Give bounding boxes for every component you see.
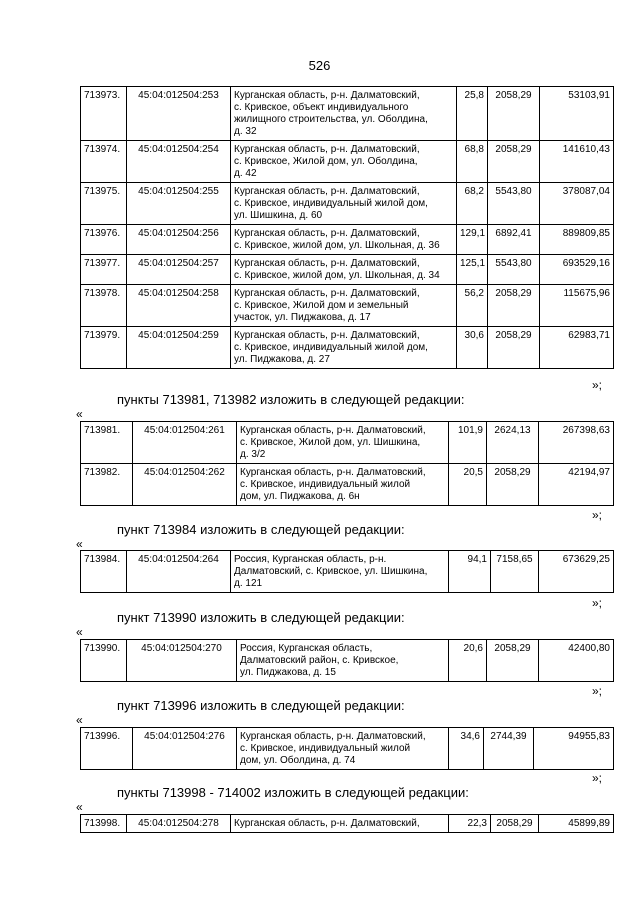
unit-price-cell: 5543,80 [488,183,540,225]
row-number-cell: 713996. [81,728,133,770]
unit-price-cell: 2058,29 [487,464,539,506]
cadastral-value-cell: 673629,25 [539,551,614,593]
amendment-paragraph: пункты 713998 - 714002 изложить в следующей редакции: [117,785,469,800]
address-line: Курганская область, р-н. Далматовский, [234,330,420,341]
closing-quote: »; [592,508,603,522]
address-cell [231,183,457,225]
cadastral-number-cell: 45:04:012504:261 [133,422,237,464]
area-cell: 125,1 [457,255,488,285]
closing-quote: »; [592,378,603,392]
address-cell [231,87,457,141]
area-cell: 34,6 [449,728,484,770]
address-cell [237,640,449,682]
address-line: Курганская область, р-н. Далматовский, [240,467,426,478]
address-line: ул. Шишкина, д. 60 [234,210,323,221]
address-line: участок, ул. Пиджакова, д. 17 [234,312,371,323]
address-cell [237,422,449,464]
cadastral-value-cell: 115675,96 [540,285,614,327]
area-cell: 101,9 [449,422,487,464]
address-line: Далматовский район, с. Кривское, [240,655,399,666]
address-line: с. Кривское, индивидуальный жилой [240,743,411,754]
row-number-cell: 713976. [81,225,127,255]
row-number-cell: 713998. [81,815,127,833]
area-cell: 56,2 [457,285,488,327]
table-row [81,728,614,770]
page-number: 526 [308,58,331,73]
address-line: с. Кривское, жилой дом, ул. Школьная, д. 34 [234,270,440,281]
table-row [81,87,614,141]
table-row [81,640,614,682]
cadastral-number-cell: 45:04:012504:256 [127,225,231,255]
cadastral-number-cell: 45:04:012504:259 [127,327,231,369]
address-line: д. 42 [234,168,257,179]
area-cell: 129,1 [457,225,488,255]
address-line: Курганская область, р-н. Далматовский, [234,288,420,299]
table-row [81,327,614,369]
cadastral-number-cell: 45:04:012504:258 [127,285,231,327]
address-line: Курганская область, р-н. Далматовский, [234,228,420,239]
cadastral-number-cell: 45:04:012504:255 [127,183,231,225]
address-line: д. 32 [234,126,257,137]
cadastral-value-cell: 42194,97 [539,464,614,506]
address-cell [237,728,449,770]
area-cell: 20,6 [449,640,487,682]
address-line: Курганская область, р-н. Далматовский, [234,258,420,269]
opening-quote: « [76,407,83,421]
cadastral-value-cell: 62983,71 [540,327,614,369]
address-line: с. Кривское, индивидуальный жилой дом, [234,342,428,353]
cadastral-value-cell: 53103,91 [540,87,614,141]
area-cell: 25,8 [457,87,488,141]
table-row [81,255,614,285]
row-number-cell: 713981. [81,422,133,464]
table-row [81,551,614,593]
unit-price-cell: 2058,29 [488,87,540,141]
address-line: с. Кривское, жилой дом, ул. Школьная, д. 36 [234,240,440,251]
unit-price-cell: 5543,80 [488,255,540,285]
amendment-paragraph: пункты 713981, 713982 изложить в следующей редакции: [117,392,465,407]
cadastral-number-cell: 45:04:012504:276 [133,728,237,770]
address-line: жилищного строительства, ул. Оболдина, [234,114,428,125]
cadastral-number-cell: 45:04:012504:253 [127,87,231,141]
registry-table [80,814,614,833]
cadastral-value-cell: 267398,63 [539,422,614,464]
table-row [81,225,614,255]
closing-quote: »; [592,684,603,698]
address-line: д. 121 [234,578,263,589]
unit-price-cell: 2058,29 [488,141,540,183]
row-number-cell: 713974. [81,141,127,183]
address-cell [231,327,457,369]
registry-table [80,639,614,682]
unit-price-cell: 2058,29 [491,815,539,833]
address-line: с. Кривское, индивидуальный жилой дом, [234,198,428,209]
address-line: Курганская область, р-н. Далматовский, [234,818,420,829]
opening-quote: « [76,800,83,814]
address-line: д. 3/2 [240,449,266,460]
table-row [81,141,614,183]
address-line: Курганская область, р-н. Далматовский, [234,90,420,101]
address-line: дом, ул. Оболдина, д. 74 [240,755,356,766]
row-number-cell: 713990. [81,640,127,682]
unit-price-cell: 2058,29 [488,285,540,327]
address-line: с. Кривское, индивидуальный жилой [240,479,411,490]
opening-quote: « [76,713,83,727]
address-cell [231,551,449,593]
address-line: дом, ул. Пиджакова, д. 6н [240,491,360,502]
unit-price-cell: 2058,29 [487,640,539,682]
cadastral-value-cell: 42400,80 [539,640,614,682]
opening-quote: « [76,537,83,551]
cadastral-value-cell: 693529,16 [540,255,614,285]
address-cell [231,225,457,255]
registry-table [80,727,614,770]
address-line: с. Кривское, Жилой дом, ул. Шишкина, [240,437,421,448]
table-row [81,815,614,833]
address-cell [231,255,457,285]
table-row [81,183,614,225]
area-cell: 94,1 [449,551,491,593]
address-cell [237,464,449,506]
address-line: Курганская область, р-н. Далматовский, [234,144,420,155]
amendment-paragraph: пункт 713990 изложить в следующей редакции: [117,610,405,625]
unit-price-cell: 6892,41 [488,225,540,255]
amendment-paragraph: пункт 713984 изложить в следующей редакции: [117,522,405,537]
row-number-cell: 713977. [81,255,127,285]
address-line: Далматовский, с. Кривское, ул. Шишкина, [234,566,428,577]
address-line: ул. Пиджакова, д. 27 [234,354,330,365]
address-line: с. Кривское, объект индивидуального [234,102,409,113]
cadastral-number-cell: 45:04:012504:270 [127,640,237,682]
cadastral-value-cell: 94955,83 [534,728,614,770]
closing-quote: »; [592,596,603,610]
address-line: ул. Пиджакова, д. 15 [240,667,336,678]
registry-table [80,86,614,369]
registry-table [80,421,614,506]
cadastral-value-cell: 378087,04 [540,183,614,225]
opening-quote: « [76,625,83,639]
cadastral-number-cell: 45:04:012504:264 [127,551,231,593]
row-number-cell: 713982. [81,464,133,506]
address-line: с. Кривское, Жилой дом, ул. Оболдина, [234,156,418,167]
row-number-cell: 713973. [81,87,127,141]
area-cell: 68,2 [457,183,488,225]
address-cell [231,285,457,327]
area-cell: 30,6 [457,327,488,369]
row-number-cell: 713975. [81,183,127,225]
row-number-cell: 713984. [81,551,127,593]
address-cell [231,815,449,833]
area-cell: 68,8 [457,141,488,183]
table-row [81,422,614,464]
address-line: Курганская область, р-н. Далматовский, [234,186,420,197]
unit-price-cell: 2058,29 [488,327,540,369]
unit-price-cell: 2624,13 [487,422,539,464]
address-line: Россия, Курганская область, [240,643,373,654]
address-cell [231,141,457,183]
address-line: Россия, Курганская область, р-н. [234,554,387,565]
registry-table [80,550,614,593]
cadastral-value-cell: 141610,43 [540,141,614,183]
amendment-paragraph: пункт 713996 изложить в следующей редакции: [117,698,405,713]
cadastral-number-cell: 45:04:012504:262 [133,464,237,506]
cadastral-number-cell: 45:04:012504:278 [127,815,231,833]
unit-price-cell: 2744,39 [484,728,534,770]
cadastral-value-cell: 45899,89 [539,815,614,833]
area-cell: 20,5 [449,464,487,506]
table-row [81,285,614,327]
address-line: Курганская область, р-н. Далматовский, [240,425,426,436]
closing-quote: »; [592,771,603,785]
cadastral-value-cell: 889809,85 [540,225,614,255]
unit-price-cell: 7158,65 [491,551,539,593]
area-cell: 22,3 [449,815,491,833]
address-line: Курганская область, р-н. Далматовский, [240,731,426,742]
address-line: с. Кривское, Жилой дом и земельный [234,300,409,311]
cadastral-number-cell: 45:04:012504:257 [127,255,231,285]
row-number-cell: 713979. [81,327,127,369]
cadastral-number-cell: 45:04:012504:254 [127,141,231,183]
row-number-cell: 713978. [81,285,127,327]
table-row [81,464,614,506]
